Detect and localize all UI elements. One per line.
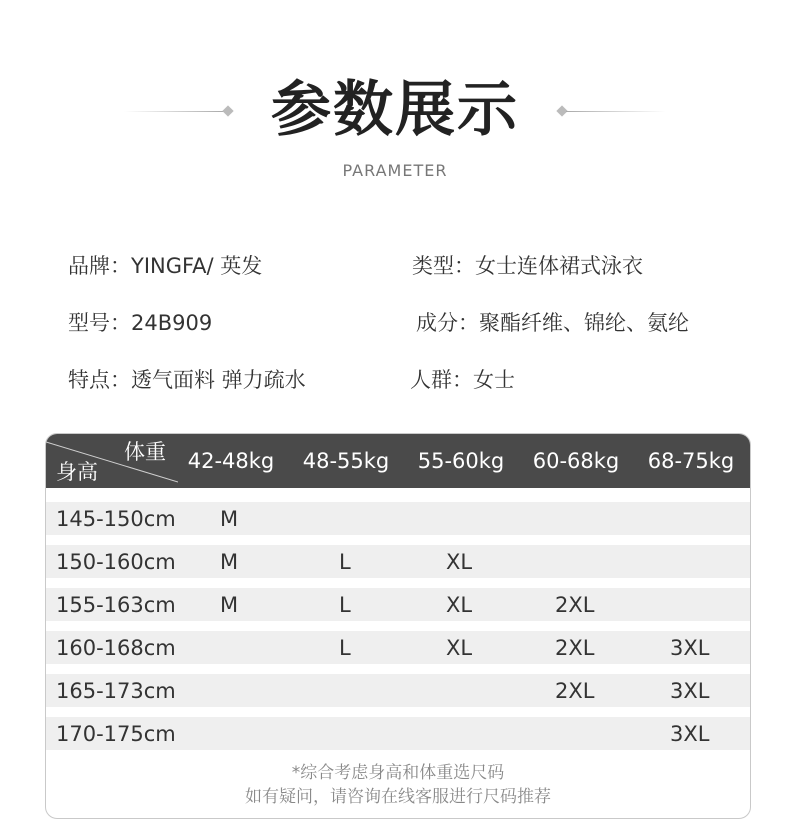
table-row — [46, 717, 750, 750]
column-header: 60-68kg — [532, 449, 620, 473]
size-cell: L — [339, 636, 351, 660]
size-cell: 2XL — [555, 679, 595, 703]
table-row — [46, 502, 750, 535]
table-row — [46, 545, 750, 578]
spec-type: 类型：女士连体裙式泳衣 — [412, 254, 643, 278]
size-cell: 3XL — [670, 679, 710, 703]
row-height-label: 165-173cm — [56, 679, 176, 703]
spec-brand: 品牌：YINGFA/ 英发 — [68, 254, 263, 278]
table-row — [46, 674, 750, 707]
header-height-label: 身高 — [56, 460, 98, 484]
page-title: 参数展示 — [271, 75, 519, 145]
column-header: 68-75kg — [647, 449, 735, 473]
row-height-label: 160-168cm — [56, 636, 176, 660]
header-weight-label: 体重 — [124, 440, 166, 464]
size-cell: 2XL — [555, 593, 595, 617]
size-cell: L — [339, 593, 351, 617]
size-cell: XL — [446, 550, 473, 574]
row-height-label: 145-150cm — [56, 507, 176, 531]
table-row — [46, 588, 750, 621]
size-table — [45, 433, 751, 819]
column-header: 55-60kg — [417, 449, 505, 473]
row-height-label: 170-175cm — [56, 722, 176, 746]
size-cell: M — [220, 507, 239, 531]
header-section — [0, 0, 790, 200]
size-cell: 2XL — [555, 636, 595, 660]
row-height-label: 155-163cm — [56, 593, 176, 617]
column-header: 48-55kg — [302, 449, 390, 473]
size-cell: 3XL — [670, 636, 710, 660]
size-note-line1: *综合考虑身高和体重选尺码 — [291, 763, 505, 783]
size-cell: L — [339, 550, 351, 574]
size-cell: M — [220, 550, 239, 574]
decorative-line-right — [566, 111, 666, 112]
spec-audience: 人群：女士 — [410, 368, 515, 392]
size-cell: M — [220, 593, 239, 617]
table-row — [46, 631, 750, 664]
spec-model: 型号：24B909 — [68, 311, 213, 335]
spec-feature: 特点：透气面料 弹力疏水 — [68, 368, 306, 392]
size-note-line2: 如有疑问，请咨询在线客服进行尺码推荐 — [245, 787, 551, 807]
page-subtitle: PARAMETER — [342, 161, 448, 180]
size-cell: XL — [446, 636, 473, 660]
column-header: 42-48kg — [187, 449, 275, 473]
table-header — [46, 434, 750, 488]
spec-material: 成分：聚酯纤维、锦纶、氨纶 — [416, 311, 689, 335]
row-height-label: 150-160cm — [56, 550, 176, 574]
size-cell: XL — [446, 593, 473, 617]
size-cell: 3XL — [670, 722, 710, 746]
